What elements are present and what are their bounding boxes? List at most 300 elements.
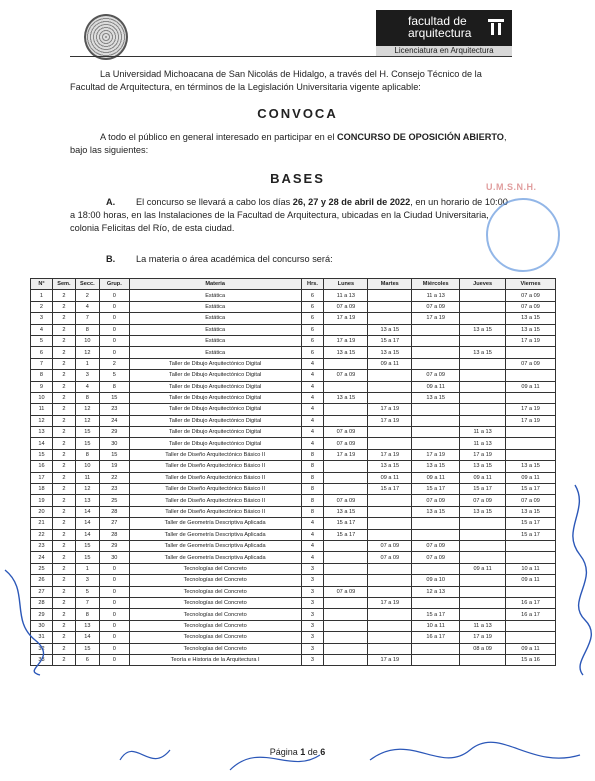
table-cell: 12 — [75, 415, 99, 426]
margin-signature-right — [555, 480, 595, 680]
table-cell: 16 a 17 — [412, 632, 460, 643]
table-cell: Estática — [129, 335, 301, 346]
table-cell: 15 a 17 — [506, 518, 556, 529]
table-cell — [506, 449, 556, 460]
table-cell: 8 — [301, 495, 324, 506]
table-cell — [368, 643, 412, 654]
table-cell: 3 — [75, 575, 99, 586]
table-cell: 12 — [75, 347, 99, 358]
table-row — [31, 427, 556, 438]
column-header: Miércoles — [412, 279, 460, 290]
table-cell — [324, 620, 368, 631]
table-row — [31, 313, 556, 324]
table-cell — [368, 290, 412, 301]
table-row — [31, 358, 556, 369]
table-cell: Taller de Diseño Arquitectónico Básico II — [129, 472, 301, 483]
table-cell: 07 a 09 — [324, 427, 368, 438]
table-cell: 21 — [31, 518, 53, 529]
table-cell: 13 a 15 — [324, 506, 368, 517]
table-cell — [324, 540, 368, 551]
table-cell: 07 a 09 — [412, 301, 460, 312]
table-cell: 17 a 19 — [412, 313, 460, 324]
table-cell: 0 — [99, 609, 129, 620]
table-cell: 29 — [99, 427, 129, 438]
table-cell — [460, 597, 506, 608]
table-cell — [506, 427, 556, 438]
table-cell: 13 — [75, 620, 99, 631]
table-cell: 3 — [31, 313, 53, 324]
column-header: Grup. — [99, 279, 129, 290]
table-cell: 0 — [99, 575, 129, 586]
table-cell — [368, 495, 412, 506]
table-cell: 3 — [301, 575, 324, 586]
table-cell: 25 — [99, 495, 129, 506]
footer-current-page: 1 — [300, 747, 306, 757]
column-header: Viernes — [506, 279, 556, 290]
table-cell: 2 — [75, 290, 99, 301]
table-cell: 2 — [52, 506, 75, 517]
table-cell: 09 a 11 — [460, 563, 506, 574]
table-cell: 23 — [99, 484, 129, 495]
table-cell: 4 — [301, 358, 324, 369]
table-cell: 17 a 19 — [324, 449, 368, 460]
invite-text-pre: A todo el público en general interesado en participar en el — [100, 132, 337, 142]
table-cell: 13 a 15 — [506, 461, 556, 472]
table-cell: 11 — [75, 472, 99, 483]
table-cell: 13 a 15 — [460, 506, 506, 517]
table-cell: 2 — [52, 324, 75, 335]
table-cell: 09 a 11 — [506, 472, 556, 483]
table-cell: 2 — [52, 290, 75, 301]
table-cell — [368, 563, 412, 574]
faculty-banner — [376, 10, 512, 46]
table-cell: 22 — [99, 472, 129, 483]
table-cell: 17 a 19 — [368, 597, 412, 608]
table-cell — [506, 540, 556, 551]
table-cell: 0 — [99, 586, 129, 597]
table-cell: 2 — [52, 449, 75, 460]
table-cell — [412, 427, 460, 438]
table-cell: 13 a 15 — [368, 347, 412, 358]
table-cell: 07 a 09 — [412, 552, 460, 563]
table-cell: 09 a 11 — [412, 381, 460, 392]
header-rule — [70, 56, 512, 57]
table-cell: 2 — [52, 518, 75, 529]
table-cell: 15 a 16 — [506, 654, 556, 665]
table-cell — [506, 392, 556, 403]
table-cell — [324, 415, 368, 426]
table-cell: 09 a 11 — [506, 575, 556, 586]
table-cell: 5 — [75, 586, 99, 597]
table-cell: Taller de Dibujo Arquitectónico Digital — [129, 404, 301, 415]
table-cell: Estática — [129, 347, 301, 358]
table-cell — [368, 575, 412, 586]
table-cell: 8 — [301, 461, 324, 472]
table-cell: 11 a 13 — [460, 427, 506, 438]
table-cell — [460, 552, 506, 563]
table-cell — [460, 529, 506, 540]
column-header: Secc. — [75, 279, 99, 290]
table-row — [31, 415, 556, 426]
table-cell: 07 a 09 — [506, 358, 556, 369]
banner-subtitle: Licenciatura en Arquitectura — [376, 46, 512, 56]
table-cell: 13 a 15 — [460, 324, 506, 335]
table-cell: 07 a 09 — [324, 301, 368, 312]
table-cell: 2 — [52, 404, 75, 415]
table-cell: 07 a 09 — [324, 586, 368, 597]
table-cell: 14 — [31, 438, 53, 449]
table-cell: Estática — [129, 324, 301, 335]
faculty-logo-icon — [488, 17, 504, 37]
table-cell: Taller de Diseño Arquitectónico Básico II — [129, 449, 301, 460]
table-cell: 1 — [31, 290, 53, 301]
table-cell: 7 — [31, 358, 53, 369]
table-cell: 2 — [52, 540, 75, 551]
table-cell: 2 — [52, 370, 75, 381]
table-row — [31, 586, 556, 597]
table-cell: 0 — [99, 313, 129, 324]
table-cell: 4 — [301, 370, 324, 381]
base-b-paragraph — [70, 253, 512, 266]
table-cell: 8 — [75, 449, 99, 460]
table-cell: 2 — [52, 427, 75, 438]
bases-heading: BASES — [270, 171, 325, 186]
table-cell: 13 a 15 — [460, 347, 506, 358]
table-cell — [324, 563, 368, 574]
university-stamp — [478, 178, 576, 288]
table-cell: 27 — [31, 586, 53, 597]
table-cell: 07 a 09 — [412, 370, 460, 381]
table-cell: 17 a 19 — [460, 632, 506, 643]
table-cell: Taller de Dibujo Arquitectónico Digital — [129, 381, 301, 392]
table-cell: 09 a 11 — [506, 381, 556, 392]
table-cell — [506, 438, 556, 449]
table-row — [31, 506, 556, 517]
table-cell: Taller de Geometría Descriptiva Aplicada — [129, 552, 301, 563]
table-cell: 2 — [52, 461, 75, 472]
table-cell: 3 — [301, 654, 324, 665]
table-cell: 20 — [31, 506, 53, 517]
table-cell: Taller de Dibujo Arquitectónico Digital — [129, 370, 301, 381]
table-cell: Tecnologías del Concreto — [129, 632, 301, 643]
table-cell: Taller de Diseño Arquitectónico Básico II — [129, 506, 301, 517]
table-cell: 11 a 13 — [412, 290, 460, 301]
table-cell: 5 — [99, 370, 129, 381]
table-cell: 18 — [31, 484, 53, 495]
table-cell: 9 — [31, 381, 53, 392]
table-row — [31, 575, 556, 586]
table-cell: 30 — [99, 552, 129, 563]
table-cell: 6 — [31, 347, 53, 358]
table-cell: 17 a 19 — [324, 335, 368, 346]
stamp-circle — [486, 198, 560, 272]
table-cell — [368, 438, 412, 449]
table-cell: 11 a 13 — [460, 438, 506, 449]
table-cell: 12 a 13 — [412, 586, 460, 597]
table-cell — [368, 586, 412, 597]
table-cell: 3 — [301, 597, 324, 608]
table-cell: 13 a 15 — [506, 506, 556, 517]
table-cell: 09 a 11 — [506, 643, 556, 654]
table-cell — [368, 632, 412, 643]
table-cell: 10 — [31, 392, 53, 403]
table-cell: 2 — [52, 484, 75, 495]
base-a-dates: 26, 27 y 28 de abril de 2022 — [292, 197, 411, 207]
table-cell: 3 — [301, 632, 324, 643]
table-row — [31, 529, 556, 540]
footer-total-pages: 6 — [320, 747, 326, 757]
table-cell: Taller de Geometría Descriptiva Aplicada — [129, 540, 301, 551]
table-cell: 10 — [75, 335, 99, 346]
column-header: Martes — [368, 279, 412, 290]
table-cell: 07 a 09 — [506, 495, 556, 506]
table-row — [31, 347, 556, 358]
table-cell — [412, 563, 460, 574]
table-row — [31, 495, 556, 506]
table-row — [31, 654, 556, 665]
invite-text-bold: CONCURSO DE OPOSICIÓN ABIERTO — [337, 132, 504, 142]
table-cell: 10 a 11 — [412, 620, 460, 631]
table-cell: Estática — [129, 301, 301, 312]
base-a-post: , en un horario de 10:00 a 18:00 horas, en las Instalaciones de la Facultad de Arquitectura, ubicadas en la Ciudad Universitaria, colonia Felicitas del Río, de esta ciudad. — [70, 197, 508, 233]
table-cell: 2 — [52, 654, 75, 665]
table-cell: 07 a 09 — [324, 495, 368, 506]
table-cell — [460, 313, 506, 324]
table-cell: 6 — [301, 324, 324, 335]
table-cell: 0 — [99, 324, 129, 335]
table-cell: 17 a 19 — [506, 415, 556, 426]
table-cell: 8 — [75, 609, 99, 620]
table-cell: Tecnologías del Concreto — [129, 575, 301, 586]
table-cell: 16 a 17 — [506, 597, 556, 608]
table-cell: 4 — [301, 518, 324, 529]
table-cell: 07 a 09 — [368, 552, 412, 563]
table-cell — [412, 324, 460, 335]
table-cell — [506, 552, 556, 563]
table-cell: Taller de Dibujo Arquitectónico Digital — [129, 358, 301, 369]
table-cell: 14 — [75, 529, 99, 540]
intro-paragraph: La Universidad Michoacana de San Nicolás de Hidalgo, a través del H. Consejo Técnico de la Facultad de Arquitectura, en términos de la Legislación Universitaria vigente aplicable: — [70, 69, 482, 92]
table-cell — [368, 609, 412, 620]
table-cell: 15 a 17 — [506, 529, 556, 540]
table-cell: 4 — [301, 415, 324, 426]
courses-table — [30, 278, 556, 666]
table-cell — [460, 370, 506, 381]
table-cell — [460, 586, 506, 597]
column-header: Jueves — [460, 279, 506, 290]
table-cell: 0 — [99, 290, 129, 301]
table-cell — [368, 529, 412, 540]
table-cell: 31 — [31, 632, 53, 643]
table-cell: 2 — [52, 597, 75, 608]
table-cell: 30 — [99, 438, 129, 449]
table-cell: 2 — [31, 301, 53, 312]
table-cell: 0 — [99, 597, 129, 608]
table-cell: 12 — [75, 404, 99, 415]
table-row — [31, 301, 556, 312]
table-cell: 3 — [301, 620, 324, 631]
table-cell: 7 — [75, 597, 99, 608]
table-cell: 29 — [99, 540, 129, 551]
table-row — [31, 620, 556, 631]
table-cell — [412, 347, 460, 358]
table-cell: 11 a 13 — [324, 290, 368, 301]
table-cell: 0 — [99, 643, 129, 654]
table-cell: 15 a 17 — [412, 484, 460, 495]
table-cell — [460, 392, 506, 403]
stamp-text: U.M.S.N.H. — [486, 182, 537, 192]
table-row — [31, 484, 556, 495]
table-cell: 8 — [301, 449, 324, 460]
table-cell: 8 — [301, 484, 324, 495]
table-cell — [460, 404, 506, 415]
table-cell: 29 — [31, 609, 53, 620]
table-cell: 09 a 11 — [368, 358, 412, 369]
column-header: Sem. — [52, 279, 75, 290]
table-cell: Taller de Geometría Descriptiva Aplicada — [129, 518, 301, 529]
table-cell: 28 — [31, 597, 53, 608]
column-header: Lunes — [324, 279, 368, 290]
base-a-label: A. — [106, 197, 116, 207]
table-cell: 3 — [301, 586, 324, 597]
table-cell — [412, 335, 460, 346]
table-cell: 4 — [75, 381, 99, 392]
table-row — [31, 472, 556, 483]
table-row — [31, 461, 556, 472]
table-cell: 4 — [301, 427, 324, 438]
table-cell: 2 — [52, 415, 75, 426]
table-cell: 2 — [52, 643, 75, 654]
table-cell: 13 a 15 — [368, 461, 412, 472]
table-cell: 2 — [52, 632, 75, 643]
table-cell: 17 a 19 — [506, 335, 556, 346]
table-cell: 2 — [52, 347, 75, 358]
table-cell: 13 a 15 — [324, 392, 368, 403]
table-cell: 32 — [31, 643, 53, 654]
table-row — [31, 324, 556, 335]
table-cell — [412, 529, 460, 540]
table-cell: 2 — [52, 392, 75, 403]
base-a-pre: El concurso se llevará a cabo los días — [136, 197, 293, 207]
table-row — [31, 632, 556, 643]
table-cell — [324, 632, 368, 643]
table-cell: Tecnologías del Concreto — [129, 643, 301, 654]
base-b-label: B. — [106, 254, 116, 264]
table-cell: 2 — [52, 472, 75, 483]
table-cell: 1 — [75, 563, 99, 574]
table-cell: 1 — [75, 358, 99, 369]
table-cell: 23 — [99, 404, 129, 415]
table-cell — [368, 506, 412, 517]
table-cell: Taller de Diseño Arquitectónico Básico II — [129, 484, 301, 495]
table-cell — [460, 654, 506, 665]
table-cell: 07 a 09 — [506, 301, 556, 312]
column-header: Hrs. — [301, 279, 324, 290]
table-cell: 15 — [99, 449, 129, 460]
table-cell: 17 a 19 — [412, 449, 460, 460]
table-cell — [324, 643, 368, 654]
table-cell: 0 — [99, 632, 129, 643]
table-cell: 07 a 09 — [506, 290, 556, 301]
table-cell: Taller de Dibujo Arquitectónico Digital — [129, 392, 301, 403]
table-cell: 15 — [75, 540, 99, 551]
table-cell: 12 — [31, 415, 53, 426]
table-cell — [460, 358, 506, 369]
table-cell: 6 — [301, 313, 324, 324]
table-cell: 3 — [301, 643, 324, 654]
table-cell: 28 — [99, 529, 129, 540]
table-cell — [506, 620, 556, 631]
table-cell: 4 — [301, 540, 324, 551]
table-cell: 13 a 15 — [506, 313, 556, 324]
table-cell — [412, 518, 460, 529]
table-cell: 6 — [301, 301, 324, 312]
table-cell: 10 a 11 — [506, 563, 556, 574]
table-cell: 4 — [31, 324, 53, 335]
table-row — [31, 552, 556, 563]
table-cell: 07 a 09 — [324, 438, 368, 449]
table-row — [31, 540, 556, 551]
table-cell — [324, 381, 368, 392]
table-cell: Tecnologías del Concreto — [129, 586, 301, 597]
table-cell: 2 — [52, 563, 75, 574]
table-cell: 2 — [52, 358, 75, 369]
table-cell: 09 a 11 — [460, 472, 506, 483]
table-row — [31, 438, 556, 449]
table-cell: 2 — [52, 335, 75, 346]
table-cell — [412, 597, 460, 608]
table-cell: 13 — [31, 427, 53, 438]
invite-paragraph — [70, 131, 512, 157]
table-cell: 3 — [301, 563, 324, 574]
table-cell: Tecnologías del Concreto — [129, 609, 301, 620]
table-row — [31, 449, 556, 460]
table-cell: 15 — [75, 438, 99, 449]
table-cell — [324, 484, 368, 495]
table-cell: 25 — [31, 563, 53, 574]
table-cell: Taller de Dibujo Arquitectónico Digital — [129, 438, 301, 449]
table-cell: 3 — [75, 370, 99, 381]
table-cell — [324, 575, 368, 586]
footer-mid: de — [305, 747, 321, 757]
table-cell: 0 — [99, 563, 129, 574]
table-cell — [460, 540, 506, 551]
table-cell: 15 a 17 — [412, 609, 460, 620]
table-cell: 07 a 09 — [412, 540, 460, 551]
table-cell: 4 — [75, 301, 99, 312]
table-row — [31, 609, 556, 620]
table-cell: 22 — [31, 529, 53, 540]
table-cell: 17 a 19 — [460, 449, 506, 460]
table-cell — [324, 472, 368, 483]
base-b-text: La materia o área académica del concurso será: — [136, 254, 333, 264]
table-cell — [368, 427, 412, 438]
table-cell: Taller de Dibujo Arquitectónico Digital — [129, 415, 301, 426]
table-cell: Taller de Dibujo Arquitectónico Digital — [129, 427, 301, 438]
table-cell — [324, 324, 368, 335]
table-cell: 27 — [99, 518, 129, 529]
table-cell: 15 a 17 — [460, 484, 506, 495]
table-cell — [324, 404, 368, 415]
table-cell: 6 — [301, 335, 324, 346]
table-cell: 3 — [301, 609, 324, 620]
table-cell — [368, 620, 412, 631]
convoca-heading: CONVOCA — [257, 106, 338, 121]
table-cell — [460, 301, 506, 312]
table-row — [31, 643, 556, 654]
table-cell: 2 — [52, 609, 75, 620]
table-cell: 2 — [52, 381, 75, 392]
